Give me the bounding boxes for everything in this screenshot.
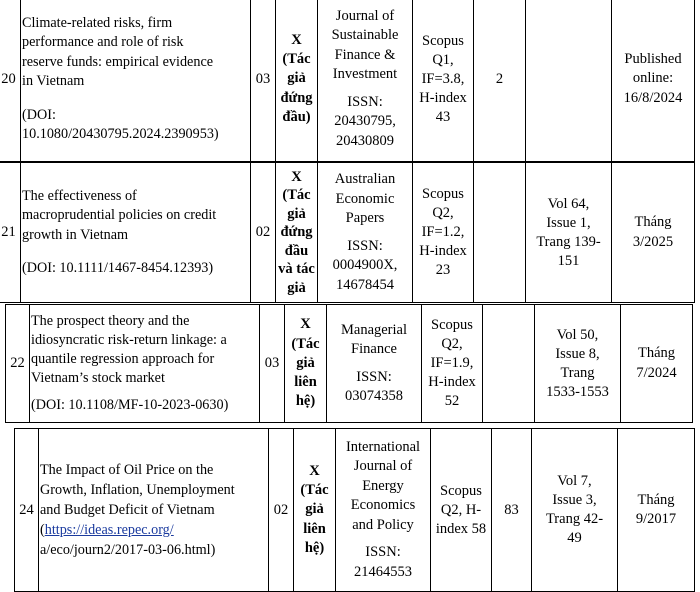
citation-count [474,163,526,303]
index-info [413,0,474,162]
volume-info [532,429,618,592]
title-line: The effectiveness of [22,187,137,204]
date-line: Tháng [637,491,675,508]
role-line: giả [287,70,306,87]
date-line: Published [624,50,682,67]
role-line: liên [303,520,326,537]
index-info [422,305,483,423]
issn-line: 20430795, [334,113,396,130]
volume-line: Issue 1, [546,214,591,231]
title-line: The Impact of Oil Price on the [40,462,214,478]
title-line: quantile regression approach for [31,351,215,367]
volume-line: 1533-1553 [546,383,609,400]
journal-line: Energy [362,477,404,494]
issn-line: ISSN: [347,93,383,110]
author-role [276,0,318,162]
journal-line: Papers [345,210,385,226]
issn-line: ISSN: [356,368,392,385]
row-number: 22 [6,305,30,423]
index-line: IF=3.8, [421,70,465,87]
role-line: đứng [280,224,313,241]
role-line: đầu [284,242,309,259]
index-line: Scopus [431,317,473,333]
role-line: hệ) [295,393,316,410]
journal-line: and Policy [352,516,414,533]
publication-date [618,429,695,592]
title-line: Growth, Inflation, Unemployment [40,482,235,498]
role-line: giả [287,205,306,222]
source-link-cont: a/eco/journ2/2017-03-06.html) [40,542,216,558]
publication-title [30,305,260,423]
index-line: H-index [428,374,476,390]
publication-date [612,163,695,303]
journal-info [336,429,431,592]
date-line: 9/2017 [635,511,677,527]
role-line: giả [305,501,324,518]
publication-title [39,429,269,592]
role-line: X [309,462,320,479]
volume-line: 151 [557,252,580,269]
date-line: Tháng [637,345,676,361]
publication-row-24 [14,428,695,592]
journal-line: Journal of [335,7,395,24]
date-line: Tháng [634,214,672,230]
row-number: 24 [15,429,39,592]
journal-line: Economic [335,190,395,207]
role-line: (Tác [282,51,311,68]
role-line: (Tác [300,482,329,499]
publication-title [21,163,251,303]
journal-line: Finance [351,341,397,357]
role-line: đứng [280,89,313,106]
role-line: X [300,316,311,333]
volume-line: Trang 42- [545,511,604,527]
volume-line: Trang [560,364,595,381]
row-number: 21 [0,163,21,303]
issn-line: 14678454 [336,276,394,293]
volume-line: Trang 139- [536,233,601,250]
date-line: 7/2024 [636,364,677,381]
doi-line: (DOI: 10.1108/MF-10-2023-0630) [31,397,229,413]
doi-line: 10.1080/20430795.2024.2390953) [22,126,219,142]
author-count: 02 [251,163,276,303]
index-line: IF=1.9, [430,355,474,371]
author-role [276,163,318,303]
citation-count [483,305,535,423]
journal-line: Australian [334,171,396,187]
author-count: 03 [260,305,285,423]
journal-line: Finance & [334,46,396,63]
index-line: Q2, [432,205,454,221]
index-line: 43 [435,108,451,125]
index-line: Scopus [440,482,482,499]
index-line: Q2, [441,336,463,352]
title-line: performance and role of risk [22,34,184,50]
issn-line: 0004900X, [332,257,398,273]
role-line: (Tác [282,187,311,204]
index-line: H-index [419,89,467,106]
index-info [413,163,474,303]
link-open-paren: ( [40,522,45,538]
role-line: giả [296,354,315,371]
journal-line: Economics [350,497,416,514]
doi-line: (DOI: [22,106,56,123]
citation-count: 83 [492,429,532,592]
publication-row-22 [5,304,693,423]
index-line: Scopus [422,32,464,49]
journal-line: International [345,438,421,455]
index-line: Scopus [422,186,464,202]
publication-title [21,0,251,162]
title-line: idiosyncratic risk-return linkage: a [31,332,227,348]
role-line: giả [287,279,306,296]
role-line: đầu) [282,108,311,125]
journal-line: Managerial [340,321,408,338]
role-line: và tác [278,261,315,278]
index-line: 52 [444,393,460,409]
title-line: Vietnam’s stock market [31,370,165,386]
issn-line: ISSN: [347,237,383,254]
journal-line: Investment [332,66,398,83]
row-number: 20 [0,0,21,162]
journal-line: Sustainable [331,27,399,44]
title-line: growth in Vietnam [22,226,129,243]
title-line: The prospect theory and the [31,313,190,329]
title-line: reserve funds: empirical evidence [22,53,214,70]
volume-line: Issue 3, [552,492,597,508]
source-link-line [40,520,267,540]
title-line: macroprudential policies on credit [22,207,217,223]
index-line: index 58 [435,520,487,537]
date-line: 3/2025 [632,233,674,250]
index-line: Q1, [432,51,454,68]
title-line: and Budget Deficit of Vietnam [40,502,215,518]
publication-row-20 [0,0,695,162]
journal-line: Journal of [353,458,413,475]
index-line: H-index [419,243,467,259]
author-role [294,429,336,592]
author-role [285,305,327,423]
date-line: 16/8/2024 [623,89,683,106]
volume-line: 49 [567,530,582,546]
publication-date [621,305,693,423]
volume-line: Vol 64, [547,195,590,212]
index-line: IF=1.2, [421,224,465,240]
issn-line: 21464553 [354,563,412,580]
journal-info [327,305,422,423]
publication-date [612,0,695,162]
index-line: Q2, H- [440,501,482,518]
role-line: hệ) [304,539,325,556]
date-line: online: [632,70,674,87]
volume-info [535,305,621,423]
issn-line: 20430809 [336,132,394,149]
volume-line: Issue 8, [555,345,600,362]
journal-info [318,163,413,303]
citation-count: 2 [474,0,526,162]
index-line: 23 [435,262,451,278]
issn-line: 03074358 [345,388,403,404]
volume-line: Vol 7, [557,473,592,489]
volume-line: Vol 50, [556,326,599,343]
volume-info [526,0,612,162]
author-count: 03 [251,0,276,162]
author-count: 02 [269,429,294,592]
title-line: Climate-related risks, firm [22,14,173,31]
index-info [431,429,492,592]
repec-link[interactable]: https://ideas.repec.org/ [44,522,174,538]
role-line: liên [294,374,317,391]
volume-info [526,163,612,303]
doi-line: (DOI: 10.1111/1467-8454.12393) [22,260,214,276]
title-line: in Vietnam [22,73,85,89]
journal-info [318,0,413,162]
role-line: X [291,31,302,48]
role-line: X [291,168,302,185]
role-line: (Tác [291,335,320,352]
issn-line: ISSN: [365,544,401,561]
publication-row-21 [0,162,695,303]
